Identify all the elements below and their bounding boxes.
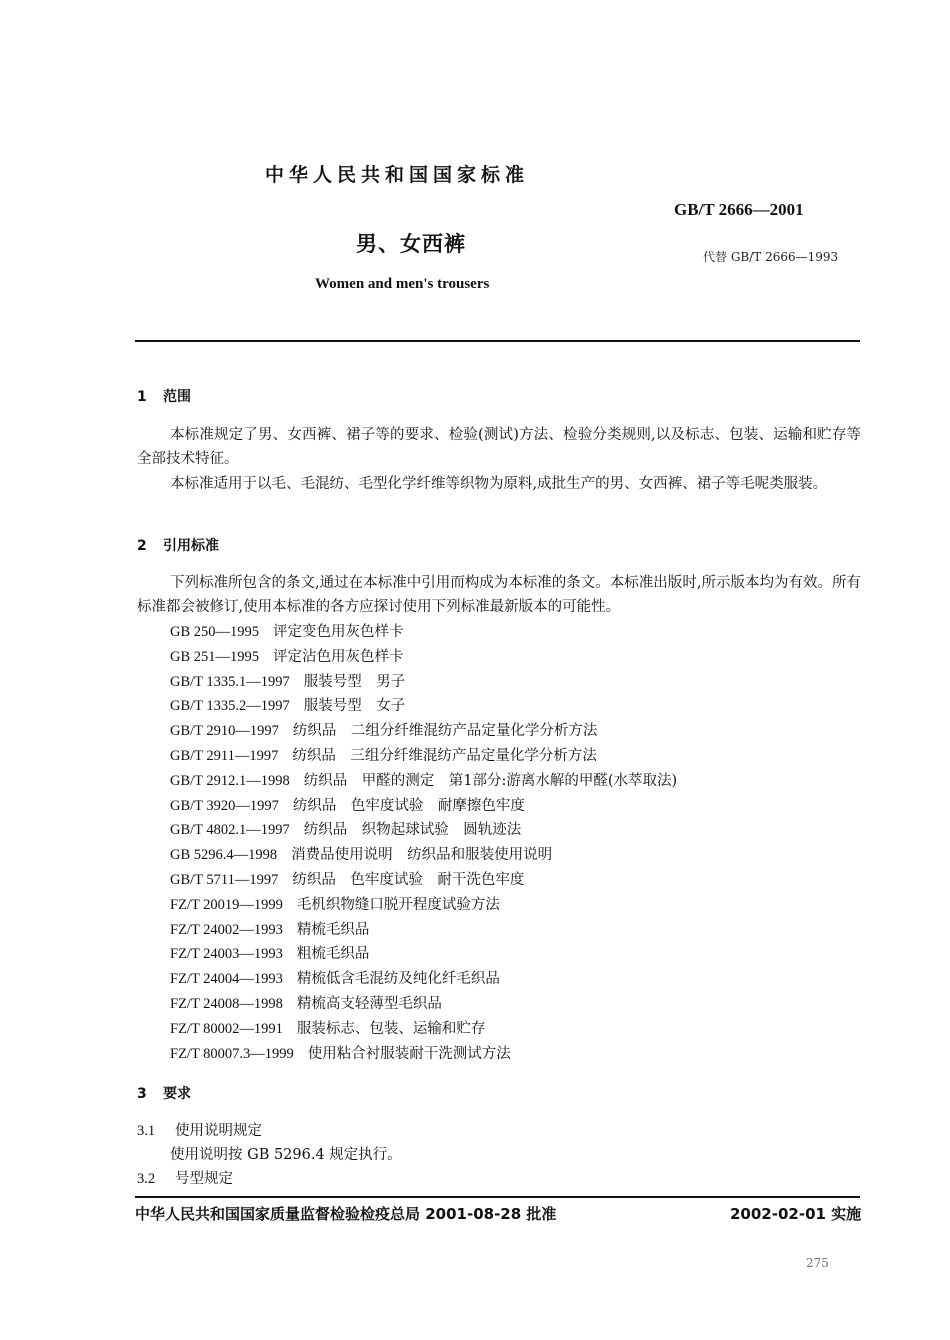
- header-divider: [135, 340, 860, 342]
- document-title-cn: 男、女西裤: [356, 232, 466, 256]
- reference-title: 纺织品 织物起球试验 圆轨迹法: [303, 822, 522, 839]
- reference-title: 评定变色用灰色样卡: [273, 624, 404, 640]
- reference-item: [170, 1042, 677, 1067]
- subsection-3-2-title: 号型规定: [175, 1171, 233, 1187]
- section-1-paragraph-1: 本标准规定了男、女西裤、裙子等的要求、检验(测试)方法、检验分类规则,以及标志、包装、运输和贮存等全部技术特征。: [137, 427, 861, 467]
- reference-title: 服装号型 女子: [303, 698, 406, 715]
- document-title-en: Women and men's trousers: [315, 276, 490, 292]
- reference-code: FZ/T 24004—1993: [170, 971, 283, 988]
- reference-list: [170, 620, 677, 1066]
- reference-title: 精梳高支轻薄型毛织品: [296, 995, 442, 1012]
- section-3-heading: [137, 1083, 191, 1103]
- reference-item: [170, 744, 677, 769]
- reference-item: [170, 818, 677, 843]
- reference-title: 毛机织物缝口脱开程度试验方法: [296, 896, 500, 913]
- subsection-3-2-heading: [137, 1167, 233, 1188]
- reference-item: [170, 942, 677, 967]
- section-1-number: 1: [137, 389, 147, 405]
- reference-code: GB/T 5711—1997: [170, 871, 279, 888]
- section-1-paragraph-2: 本标准适用于以毛、毛混纺、毛型化学纤维等织物为原料,成批生产的男、女西裤、裙子等毛呢类服装。: [170, 476, 828, 492]
- reference-title: 纺织品 二组分纤维混纺产品定量化学分析方法: [292, 723, 598, 740]
- reference-item: [170, 670, 677, 695]
- reference-item: [170, 1017, 677, 1042]
- reference-title: 纺织品 色牢度试验 耐摩擦色牢度: [292, 797, 525, 814]
- reference-code: GB 250—1995: [170, 624, 260, 640]
- section-1-heading: [137, 386, 191, 406]
- reference-title: 纺织品 甲醛的测定 第1部分:游离水解的甲醛(水萃取法): [303, 772, 678, 789]
- section-2-heading: [137, 535, 219, 555]
- reference-title: 精梳低含毛混纺及纯化纤毛织品: [296, 971, 500, 988]
- reference-title: 精梳毛织品: [296, 921, 370, 938]
- reference-item: [170, 620, 677, 645]
- reference-item: [170, 645, 677, 670]
- effective-date: 2002-02-01 实施: [730, 1205, 862, 1223]
- section-2-number: 2: [137, 538, 147, 554]
- issuer-approval: 中华人民共和国国家质量监督检验检疫总局 2001-08-28 批准: [135, 1205, 557, 1223]
- reference-code: GB 5296.4—1998: [170, 847, 278, 864]
- subsection-3-2-number: 3.2: [137, 1171, 156, 1187]
- reference-code: FZ/T 20019—1999: [170, 896, 283, 913]
- subsection-3-1-number: 3.1: [137, 1123, 156, 1139]
- section-2-title: 引用标准: [163, 538, 219, 554]
- reference-item: [170, 868, 677, 893]
- reference-title: 纺织品 三组分纤维混纺产品定量化学分析方法: [292, 747, 597, 764]
- reference-code: FZ/T 80002—1991: [170, 1020, 283, 1037]
- section-1-title: 范围: [163, 389, 191, 405]
- reference-code: FZ/T 24003—1993: [170, 946, 283, 963]
- reference-item: [170, 967, 677, 992]
- reference-item: [170, 893, 677, 918]
- reference-item: [170, 769, 677, 794]
- reference-title: 粗梳毛织品: [296, 946, 370, 963]
- reference-item: [170, 843, 677, 868]
- reference-code: GB/T 4802.1—1997: [170, 822, 290, 839]
- replaces-standard: 代替 GB/T 2666—1993: [703, 250, 839, 264]
- reference-code: GB/T 1335.2—1997: [170, 698, 290, 715]
- reference-title: 服装号型 男子: [303, 673, 406, 690]
- reference-code: FZ/T 80007.3—1999: [170, 1045, 294, 1062]
- reference-title: 消费品使用说明 纺织品和服装使用说明: [291, 847, 553, 864]
- reference-code: FZ/T 24002—1993: [170, 921, 283, 938]
- reference-item: [170, 719, 677, 744]
- footer-divider: [135, 1196, 860, 1198]
- reference-title: 纺织品 色牢度试验 耐干洗色牢度: [292, 871, 525, 888]
- section-3-number: 3: [137, 1086, 147, 1102]
- section-3-title: 要求: [163, 1086, 191, 1102]
- national-standard-heading: 中华人民共和国国家标准: [265, 164, 530, 186]
- page-number: 275: [806, 1256, 829, 1270]
- section-2-intro: 下列标准所包含的条文,通过在本标准中引用而构成为本标准的条文。本标准出版时,所示版本均为有效。所有标准都会被修订,使用本标准的各方应探讨使用下列标准最新版本的可能性。: [137, 575, 861, 615]
- reference-title: 使用粘合衬服装耐干洗测试方法: [307, 1045, 511, 1062]
- reference-code: FZ/T 24008—1998: [170, 995, 283, 1012]
- reference-code: GB/T 2912.1—1998: [170, 772, 290, 789]
- reference-code: GB/T 1335.1—1997: [170, 673, 290, 690]
- reference-code: GB/T 3920—1997: [170, 797, 279, 814]
- reference-item: [170, 992, 677, 1017]
- reference-code: GB/T 2910—1997: [170, 723, 279, 740]
- standard-number: GB/T 2666—2001: [674, 200, 804, 219]
- reference-item: [170, 694, 677, 719]
- reference-title: 服装标志、包装、运输和贮存: [296, 1020, 486, 1037]
- reference-code: GB/T 2911—1997: [170, 747, 279, 764]
- subsection-3-1-text: 使用说明按 GB 5296.4 规定执行。: [170, 1147, 402, 1163]
- reference-code: GB 251—1995: [170, 648, 260, 665]
- reference-title: 评定沾色用灰色样卡: [273, 648, 404, 665]
- reference-item: [170, 794, 677, 819]
- subsection-3-1-title: 使用说明规定: [175, 1123, 262, 1139]
- reference-item: [170, 918, 677, 943]
- subsection-3-1-heading: [137, 1119, 262, 1140]
